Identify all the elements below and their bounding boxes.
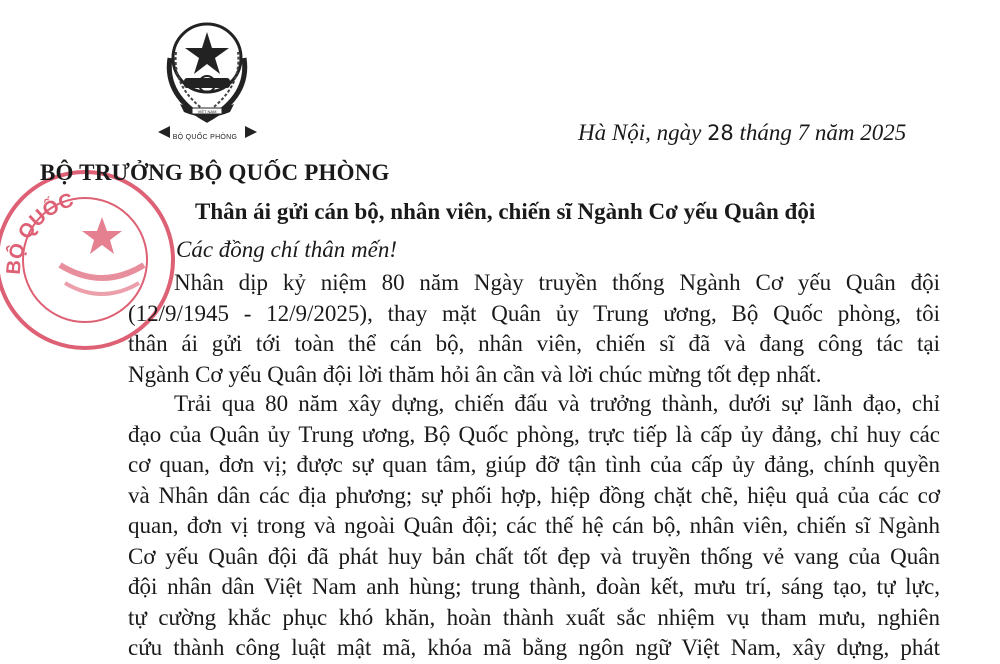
handwritten-day: 28: [707, 121, 734, 145]
paragraph-line: tự cường khắc phục khó khăn, hoàn thành xuất sắc nhiệm vụ tham mưu, nghiên: [128, 604, 940, 630]
paragraph-line: quan, đơn vị trong và ngoài Quân đội; các thế hệ cán bộ, nhân viên, chiến sĩ Ngành: [128, 513, 940, 538]
paragraph-line: thân ái gửi tới toàn thể cán bộ, nhân viên, chiến sĩ đã và đang công tác tại: [128, 331, 940, 356]
place-date-prefix: Hà Nội, ngày: [578, 120, 708, 145]
letter-subject: Thân ái gửi cán bộ, nhân viên, chiến sĩ Ngành Cơ yếu Quân đội: [195, 199, 816, 224]
paragraph-line: Trải qua 80 năm xây dựng, chiến đấu và trưởng thành, dưới sự lãnh đạo, chỉ: [174, 391, 940, 416]
paragraph-2: [128, 389, 940, 664]
paragraph-line: (12/9/1945 - 12/9/2025), thay mặt Quân ủy Trung ương, Bộ Quốc phòng, tôi: [128, 300, 940, 326]
salutation: Các đồng chí thân mến!: [176, 237, 398, 262]
sender-title: BỘ TRƯỞNG BỘ QUỐC PHÒNG: [40, 160, 390, 185]
paragraph-line: cứu thành công luật mật mã, khóa mã bằng ngôn ngữ Việt Nam, xây dựng, phát: [128, 635, 940, 660]
paragraph-line: Cơ yếu Quân đội đã phát huy bản chất tốt đẹp và truyền thống vẻ vang của Quân: [128, 543, 940, 569]
emblem-caption: BỘ QUỐC PHÒNG: [172, 134, 238, 141]
place-date-suffix: tháng 7 năm 2025: [733, 120, 907, 145]
emblem-ribbon-text: VIỆT NAM: [197, 109, 217, 114]
paragraph-1: [128, 268, 940, 390]
ministry-emblem-logo: [150, 8, 265, 148]
seal-ring-text: BỘ QUỐC: [2, 189, 77, 276]
paragraph-line: đội nhân dân Việt Nam anh hùng; trung thành, đoàn kết, mưu trí, sáng tạo, tự lực,: [128, 574, 940, 599]
paragraph-line: đạo của Quân ủy Trung ương, Bộ Quốc phòng, trực tiếp là cấp ủy đảng, chỉ huy các: [128, 421, 940, 447]
paragraph-line: Ngành Cơ yếu Quân đội lời thăm hỏi ân cần và lời chúc mừng tốt đẹp nhất.: [128, 361, 822, 387]
paragraph-line: cơ quan, đơn vị; được sự quan tâm, giúp đỡ tận tình của cấp ủy đảng, chính quyền: [128, 452, 940, 477]
place-date-line: [578, 120, 906, 146]
paragraph-line: và Nhân dân các địa phương; sự phối hợp, hiệp đồng chặt chẽ, hiệu quả của các cơ: [128, 482, 940, 508]
paragraph-line: Nhân dịp kỷ niệm 80 năm Ngày truyền thống Ngành Cơ yếu Quân đội: [174, 270, 940, 295]
